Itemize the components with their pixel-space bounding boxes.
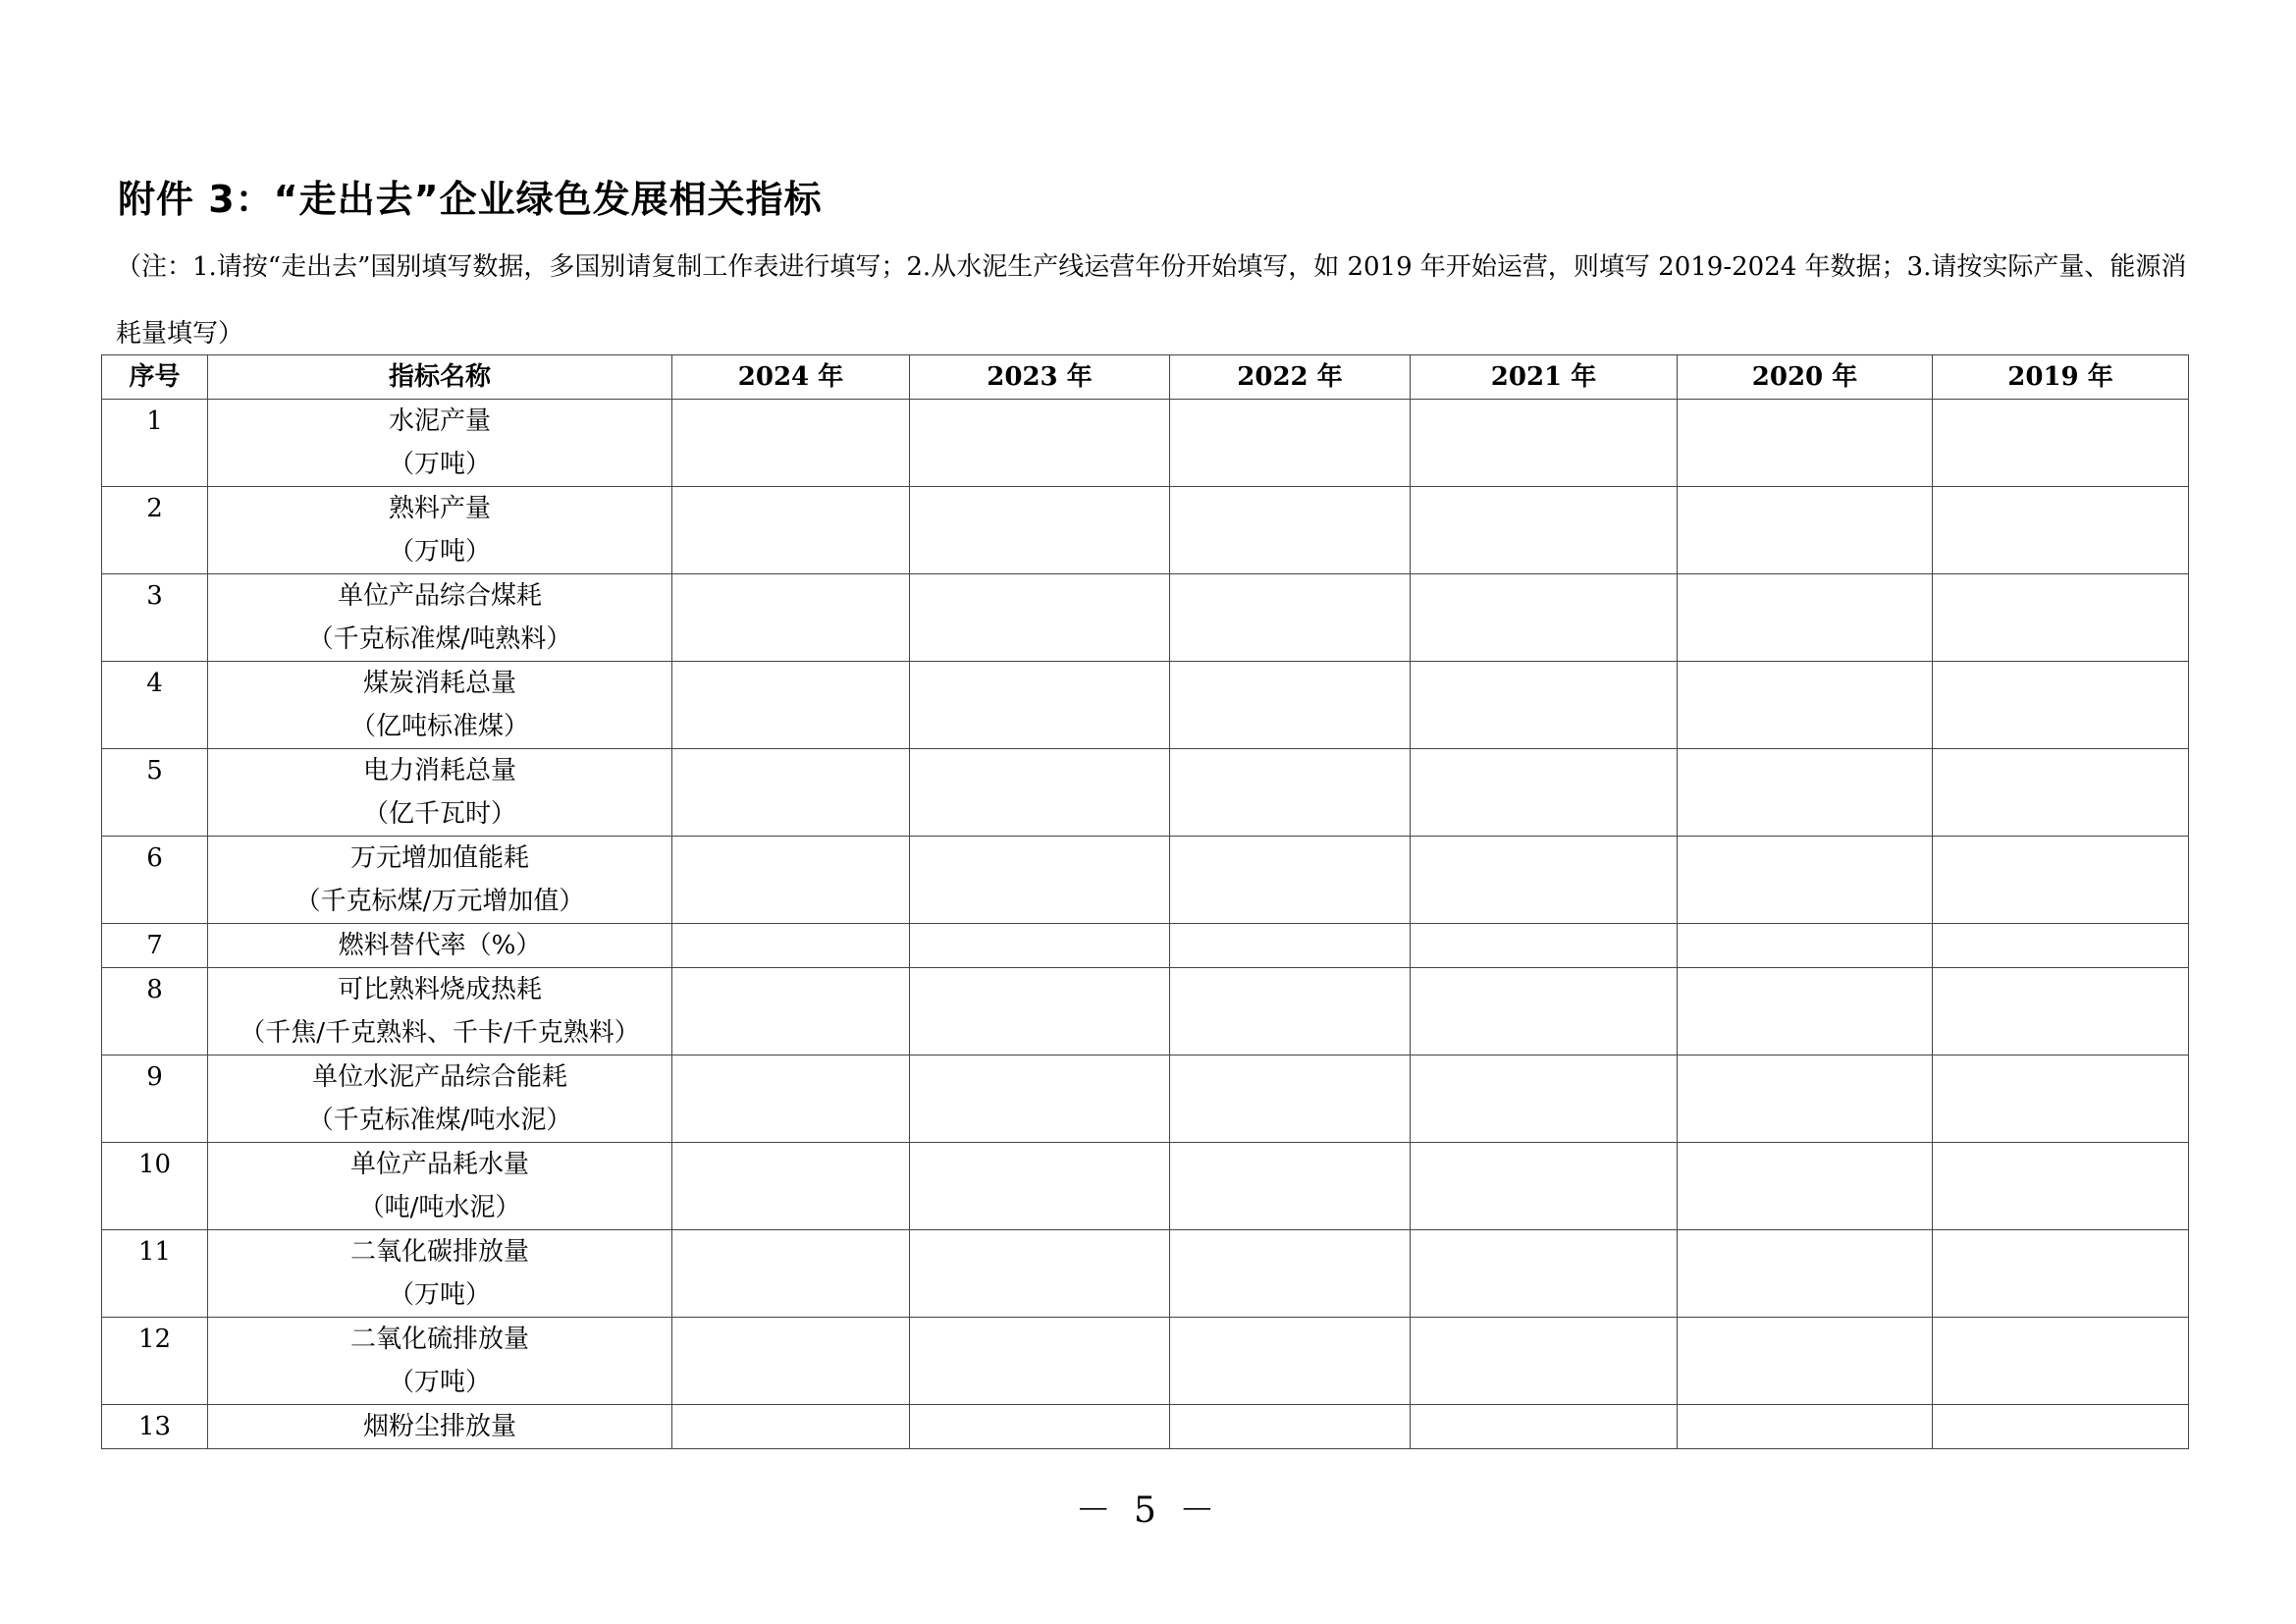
cell-year-2024[interactable] — [672, 749, 910, 837]
cell-year-2023[interactable] — [910, 400, 1170, 487]
table-row — [102, 1318, 2189, 1405]
row-serial: 9 — [102, 1056, 208, 1143]
cell-year-2024[interactable] — [672, 1230, 910, 1318]
cell-year-2023[interactable] — [910, 749, 1170, 837]
cell-year-2024[interactable] — [672, 1405, 910, 1449]
table-row — [102, 400, 2189, 487]
table-row — [102, 837, 2189, 924]
table-row — [102, 574, 2189, 662]
cell-year-2019[interactable] — [1933, 968, 2189, 1056]
cell-year-2019[interactable] — [1933, 662, 2189, 749]
cell-year-2022[interactable] — [1170, 924, 1411, 968]
cell-year-2024[interactable] — [672, 1143, 910, 1230]
indicator-unit: （万吨） — [388, 537, 491, 567]
page-number: － 5 － — [1075, 1490, 1221, 1531]
cell-year-2021[interactable] — [1411, 924, 1678, 968]
cell-year-2020[interactable] — [1678, 968, 1933, 1056]
row-serial: 7 — [102, 924, 208, 968]
table-row — [102, 662, 2189, 749]
cell-year-2020[interactable] — [1678, 487, 1933, 574]
cell-year-2020[interactable] — [1678, 1056, 1933, 1143]
row-indicator — [208, 1056, 672, 1143]
header-serial: 序号 — [102, 355, 208, 400]
cell-year-2024[interactable] — [672, 924, 910, 968]
indicator-name: 二氧化硫排放量 — [349, 1325, 529, 1354]
cell-year-2022[interactable] — [1170, 1143, 1411, 1230]
cell-year-2021[interactable] — [1411, 1230, 1678, 1318]
cell-year-2021[interactable] — [1411, 662, 1678, 749]
indicator-name: 煤炭消耗总量 — [362, 669, 516, 698]
indicator-name: 万元增加值能耗 — [349, 843, 529, 873]
cell-year-2019[interactable] — [1933, 1143, 2189, 1230]
cell-year-2023[interactable] — [910, 968, 1170, 1056]
row-serial: 8 — [102, 968, 208, 1056]
cell-year-2022[interactable] — [1170, 1405, 1411, 1449]
cell-year-2021[interactable] — [1411, 1405, 1678, 1449]
cell-year-2019[interactable] — [1933, 1405, 2189, 1449]
cell-year-2022[interactable] — [1170, 574, 1411, 662]
indicator-name: 电力消耗总量 — [362, 756, 516, 785]
cell-year-2022[interactable] — [1170, 1056, 1411, 1143]
row-serial: 1 — [102, 400, 208, 487]
indicator-name: 烟粉尘排放量 — [362, 1412, 516, 1441]
indicator-table — [101, 354, 2189, 1449]
page-title: 附件 3：“走出去”企业绿色发展相关指标 — [118, 178, 823, 221]
row-indicator — [208, 749, 672, 837]
indicator-name: 燃料替代率（%） — [338, 931, 542, 960]
cell-year-2024[interactable] — [672, 837, 910, 924]
table-row — [102, 1143, 2189, 1230]
cell-year-2022[interactable] — [1170, 1230, 1411, 1318]
cell-year-2024[interactable] — [672, 1318, 910, 1405]
indicator-name: 单位产品综合煤耗 — [337, 581, 542, 611]
cell-year-2020[interactable] — [1678, 924, 1933, 968]
indicator-unit: （千克标准煤/吨水泥） — [307, 1106, 572, 1135]
table-row — [102, 1230, 2189, 1318]
indicator-name: 可比熟料烧成热耗 — [337, 975, 542, 1004]
cell-year-2023[interactable] — [910, 662, 1170, 749]
cell-year-2020[interactable] — [1678, 1405, 1933, 1449]
indicator-unit: （千焦/千克熟料、千卡/千克熟料） — [240, 1018, 640, 1048]
cell-year-2024[interactable] — [672, 400, 910, 487]
indicator-name: 熟料产量 — [388, 494, 491, 523]
cell-year-2023[interactable] — [910, 1405, 1170, 1449]
row-indicator — [208, 968, 672, 1056]
cell-year-2019[interactable] — [1933, 400, 2189, 487]
cell-year-2023[interactable] — [910, 1230, 1170, 1318]
row-indicator — [208, 1143, 672, 1230]
cell-year-2023[interactable] — [910, 924, 1170, 968]
row-serial: 5 — [102, 749, 208, 837]
cell-year-2019[interactable] — [1933, 749, 2189, 837]
indicator-name: 水泥产量 — [388, 406, 491, 436]
header-year-2021: 2021 年 — [1411, 355, 1678, 400]
row-serial: 11 — [102, 1230, 208, 1318]
cell-year-2021[interactable] — [1411, 749, 1678, 837]
table-row — [102, 968, 2189, 1056]
row-serial: 4 — [102, 662, 208, 749]
cell-year-2021[interactable] — [1411, 487, 1678, 574]
cell-year-2024[interactable] — [672, 487, 910, 574]
cell-year-2023[interactable] — [910, 487, 1170, 574]
cell-year-2020[interactable] — [1678, 749, 1933, 837]
cell-year-2022[interactable] — [1170, 968, 1411, 1056]
row-indicator — [208, 574, 672, 662]
indicator-unit: （亿吨标准煤） — [349, 712, 529, 741]
cell-year-2021[interactable] — [1411, 574, 1678, 662]
cell-year-2021[interactable] — [1411, 1056, 1678, 1143]
indicator-unit: （吨/吨水泥） — [358, 1193, 521, 1222]
cell-year-2022[interactable] — [1170, 662, 1411, 749]
table-row — [102, 1056, 2189, 1143]
indicator-name: 二氧化碳排放量 — [349, 1237, 529, 1267]
table-row — [102, 1405, 2189, 1449]
header-year-2023: 2023 年 — [910, 355, 1170, 400]
cell-year-2020[interactable] — [1678, 400, 1933, 487]
cell-year-2024[interactable] — [672, 968, 910, 1056]
cell-year-2019[interactable] — [1933, 574, 2189, 662]
cell-year-2019[interactable] — [1933, 837, 2189, 924]
cell-year-2021[interactable] — [1411, 968, 1678, 1056]
row-serial: 6 — [102, 837, 208, 924]
table-row — [102, 749, 2189, 837]
row-serial: 3 — [102, 574, 208, 662]
cell-year-2020[interactable] — [1678, 574, 1933, 662]
table-row — [102, 487, 2189, 574]
cell-year-2023[interactable] — [910, 1318, 1170, 1405]
row-indicator — [208, 1318, 672, 1405]
cell-year-2023[interactable] — [910, 574, 1170, 662]
table-header-row — [102, 355, 2189, 400]
cell-year-2024[interactable] — [672, 574, 910, 662]
row-indicator — [208, 1230, 672, 1318]
indicator-unit: （万吨） — [388, 1280, 491, 1310]
header-indicator: 指标名称 — [208, 355, 672, 400]
row-serial: 12 — [102, 1318, 208, 1405]
cell-year-2024[interactable] — [672, 1056, 910, 1143]
indicator-unit: （万吨） — [388, 1368, 491, 1397]
indicator-name: 单位产品耗水量 — [349, 1150, 529, 1179]
cell-year-2020[interactable] — [1678, 837, 1933, 924]
cell-year-2022[interactable] — [1170, 487, 1411, 574]
cell-year-2020[interactable] — [1678, 1230, 1933, 1318]
indicator-unit: （亿千瓦时） — [362, 799, 516, 829]
cell-year-2021[interactable] — [1411, 837, 1678, 924]
instructions-note: （注：1.请按“走出去”国别填写数据，多国别请复制工作表进行填写；2.从水泥生产线运营年份开始填写，如 2019 年开始运营，则填写 2019-2024 年数据；3.请按实际产量、能源消耗量填写） — [116, 252, 2187, 349]
row-indicator — [208, 924, 672, 968]
cell-year-2023[interactable] — [910, 837, 1170, 924]
cell-year-2022[interactable] — [1170, 749, 1411, 837]
header-year-2024: 2024 年 — [672, 355, 910, 400]
cell-year-2023[interactable] — [910, 1056, 1170, 1143]
cell-year-2019[interactable] — [1933, 1056, 2189, 1143]
cell-year-2024[interactable] — [672, 662, 910, 749]
indicator-unit: （万吨） — [388, 450, 491, 479]
cell-year-2021[interactable] — [1411, 1143, 1678, 1230]
row-serial: 2 — [102, 487, 208, 574]
row-indicator — [208, 837, 672, 924]
indicator-unit: （千克标准煤/吨熟料） — [307, 624, 572, 654]
indicator-name: 单位水泥产品综合能耗 — [311, 1062, 567, 1092]
cell-year-2022[interactable] — [1170, 400, 1411, 487]
cell-year-2020[interactable] — [1678, 1143, 1933, 1230]
cell-year-2022[interactable] — [1170, 837, 1411, 924]
cell-year-2019[interactable] — [1933, 1318, 2189, 1405]
cell-year-2019[interactable] — [1933, 924, 2189, 968]
cell-year-2022[interactable] — [1170, 1318, 1411, 1405]
cell-year-2019[interactable] — [1933, 487, 2189, 574]
table-row — [102, 924, 2189, 968]
header-year-2022: 2022 年 — [1170, 355, 1411, 400]
cell-year-2023[interactable] — [910, 1143, 1170, 1230]
cell-year-2020[interactable] — [1678, 662, 1933, 749]
header-year-2019: 2019 年 — [1933, 355, 2189, 400]
cell-year-2021[interactable] — [1411, 400, 1678, 487]
row-serial: 10 — [102, 1143, 208, 1230]
cell-year-2020[interactable] — [1678, 1318, 1933, 1405]
cell-year-2019[interactable] — [1933, 1230, 2189, 1318]
indicator-unit: （千克标煤/万元增加值） — [294, 887, 585, 916]
row-indicator — [208, 487, 672, 574]
row-indicator — [208, 1405, 672, 1449]
cell-year-2021[interactable] — [1411, 1318, 1678, 1405]
row-indicator — [208, 400, 672, 487]
row-indicator — [208, 662, 672, 749]
header-year-2020: 2020 年 — [1678, 355, 1933, 400]
row-serial: 13 — [102, 1405, 208, 1449]
